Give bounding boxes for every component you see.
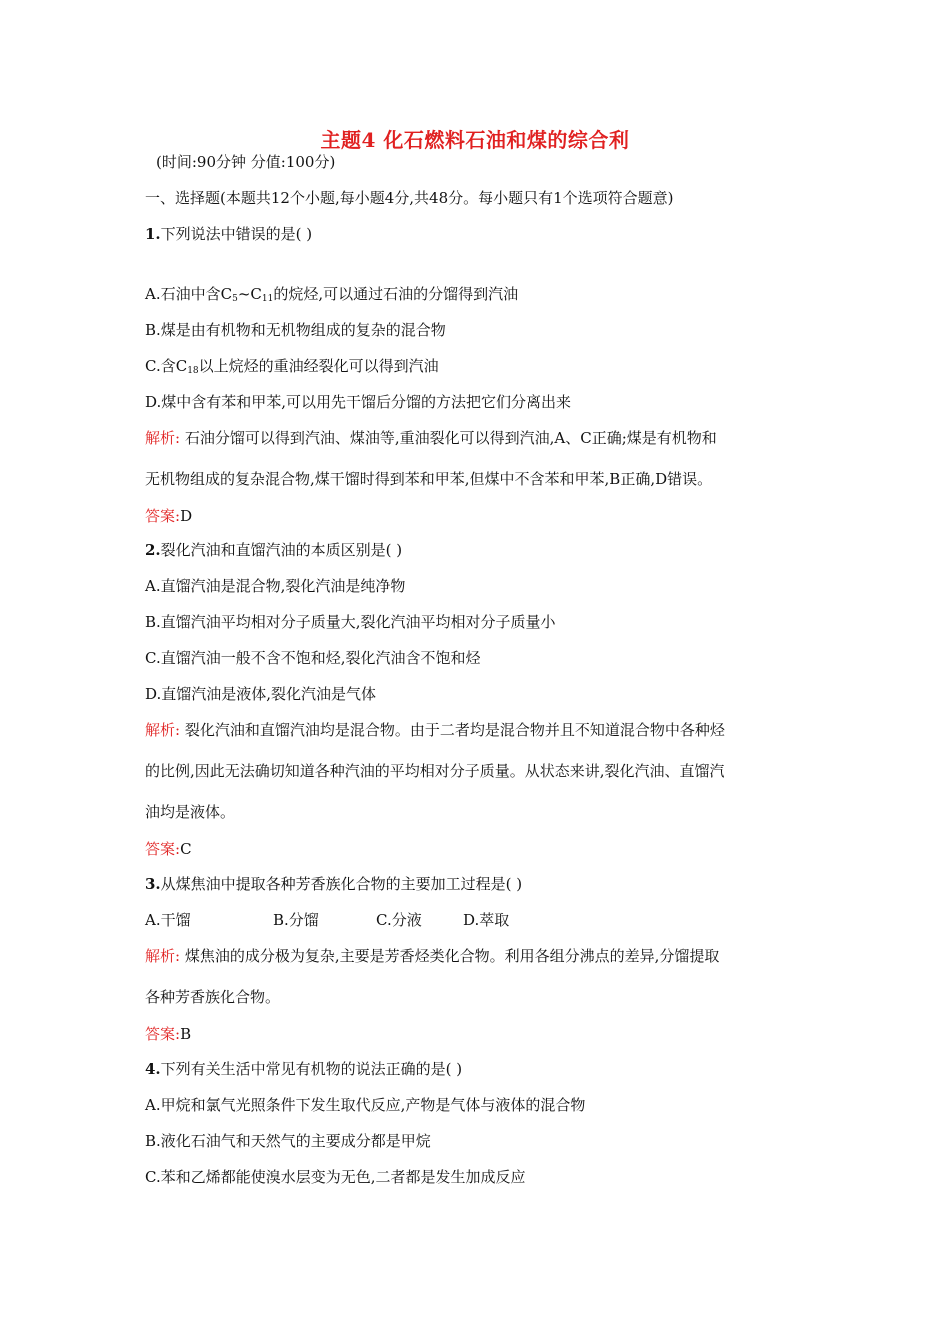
subscript: 5 — [232, 294, 238, 304]
q1-answer — [145, 506, 192, 526]
question-number: 1. — [145, 225, 161, 243]
q4-option-b: B.液化石油气和天然气的主要成分都是甲烷 — [145, 1132, 431, 1150]
q2-option-c: C.直馏汽油一般不含不饱和烃,裂化汽油含不饱和烃 — [145, 649, 481, 667]
q2-option-d: D.直馏汽油是液体,裂化汽油是气体 — [145, 685, 377, 703]
q3-options-row — [145, 910, 509, 930]
question-4-stem — [145, 1059, 462, 1079]
q3-analysis-line-2: 各种芳香族化合物。 — [145, 988, 281, 1006]
question-3-stem — [145, 874, 522, 894]
q4-option-a: A.甲烷和氯气光照条件下发生取代反应,产物是气体与液体的混合物 — [145, 1096, 586, 1114]
answer-label: 答案: — [145, 840, 181, 858]
subscript: 18 — [187, 366, 199, 376]
analysis-text: 裂化汽油和直馏汽油均是混合物。由于二者均是混合物并且不知道混合物中各种烃 — [184, 721, 725, 739]
question-1-stem — [145, 224, 312, 244]
option-text: C.含C — [145, 357, 188, 375]
q2-option-b: B.直馏汽油平均相对分子质量大,裂化汽油平均相对分子质量小 — [145, 613, 556, 631]
q1-option-b: B.煤是由有机物和无机物组成的复杂的混合物 — [145, 321, 446, 339]
q3-option-d: D.萃取 — [463, 911, 510, 929]
page-title: 主题4 化石燃料石油和煤的综合利 — [320, 128, 630, 152]
answer-value: C — [180, 840, 192, 858]
question-number: 4. — [145, 1060, 161, 1078]
option-text: ~C — [237, 285, 262, 303]
subscript: 11 — [261, 294, 274, 304]
q2-analysis-line-3: 油均是液体。 — [145, 803, 236, 821]
q4-option-c: C.苯和乙烯都能使溴水层变为无色,二者都是发生加成反应 — [145, 1168, 526, 1186]
time-score-info: (时间:90分钟 分值:100分) — [156, 153, 336, 171]
q3-option-c: C.分液 — [376, 911, 422, 929]
q2-analysis-line-1 — [145, 720, 725, 740]
q2-answer — [145, 839, 192, 859]
analysis-text: 煤焦油的成分极为复杂,主要是芳香烃类化合物。利用各组分沸点的差异,分馏提取 — [184, 947, 720, 965]
q1-option-d: D.煤中含有苯和甲苯,可以用先干馏后分馏的方法把它们分离出来 — [145, 393, 572, 411]
analysis-label: 解析: — [145, 429, 181, 447]
answer-label: 答案: — [145, 507, 181, 525]
q3-option-a: A.干馏 — [145, 911, 191, 929]
q3-answer — [145, 1024, 191, 1044]
question-2-stem — [145, 540, 402, 560]
q2-option-a: A.直馏汽油是混合物,裂化汽油是纯净物 — [145, 577, 406, 595]
option-text: A.石油中含C — [145, 285, 233, 303]
q1-option-c — [145, 356, 439, 381]
q2-analysis-line-2: 的比例,因此无法确切知道各种汽油的平均相对分子质量。从状态来讲,裂化汽油、直馏汽 — [145, 762, 725, 780]
question-text: 从煤焦油中提取各种芳香族化合物的主要加工过程是( ) — [160, 875, 523, 893]
answer-value: B — [180, 1025, 192, 1043]
q1-option-a — [145, 284, 518, 309]
answer-label: 答案: — [145, 1025, 181, 1043]
section-header: 一、选择题(本题共12个小题,每小题4分,共48分。每小题只有1个选项符合题意) — [145, 189, 674, 207]
q3-option-b: B.分馏 — [273, 911, 319, 929]
analysis-label: 解析: — [145, 721, 181, 739]
analysis-label: 解析: — [145, 947, 181, 965]
answer-value: D — [180, 507, 193, 525]
q1-analysis-line-1 — [145, 428, 717, 448]
question-text: 下列说法中错误的是( ) — [160, 225, 313, 243]
option-text: 的烷烃,可以通过石油的分馏得到汽油 — [273, 285, 519, 303]
analysis-text: 石油分馏可以得到汽油、煤油等,重油裂化可以得到汽油,A、C正确;煤是有机物和 — [184, 429, 717, 447]
question-number: 3. — [145, 875, 161, 893]
q1-analysis-line-2: 无机物组成的复杂混合物,煤干馏时得到苯和甲苯,但煤中不含苯和甲苯,B正确,D错误。 — [145, 470, 713, 488]
question-number: 2. — [145, 541, 161, 559]
question-text: 下列有关生活中常见有机物的说法正确的是( ) — [160, 1060, 463, 1078]
option-text: 以上烷烃的重油经裂化可以得到汽油 — [198, 357, 439, 375]
question-text: 裂化汽油和直馏汽油的本质区别是( ) — [160, 541, 403, 559]
q3-analysis-line-1 — [145, 946, 719, 966]
